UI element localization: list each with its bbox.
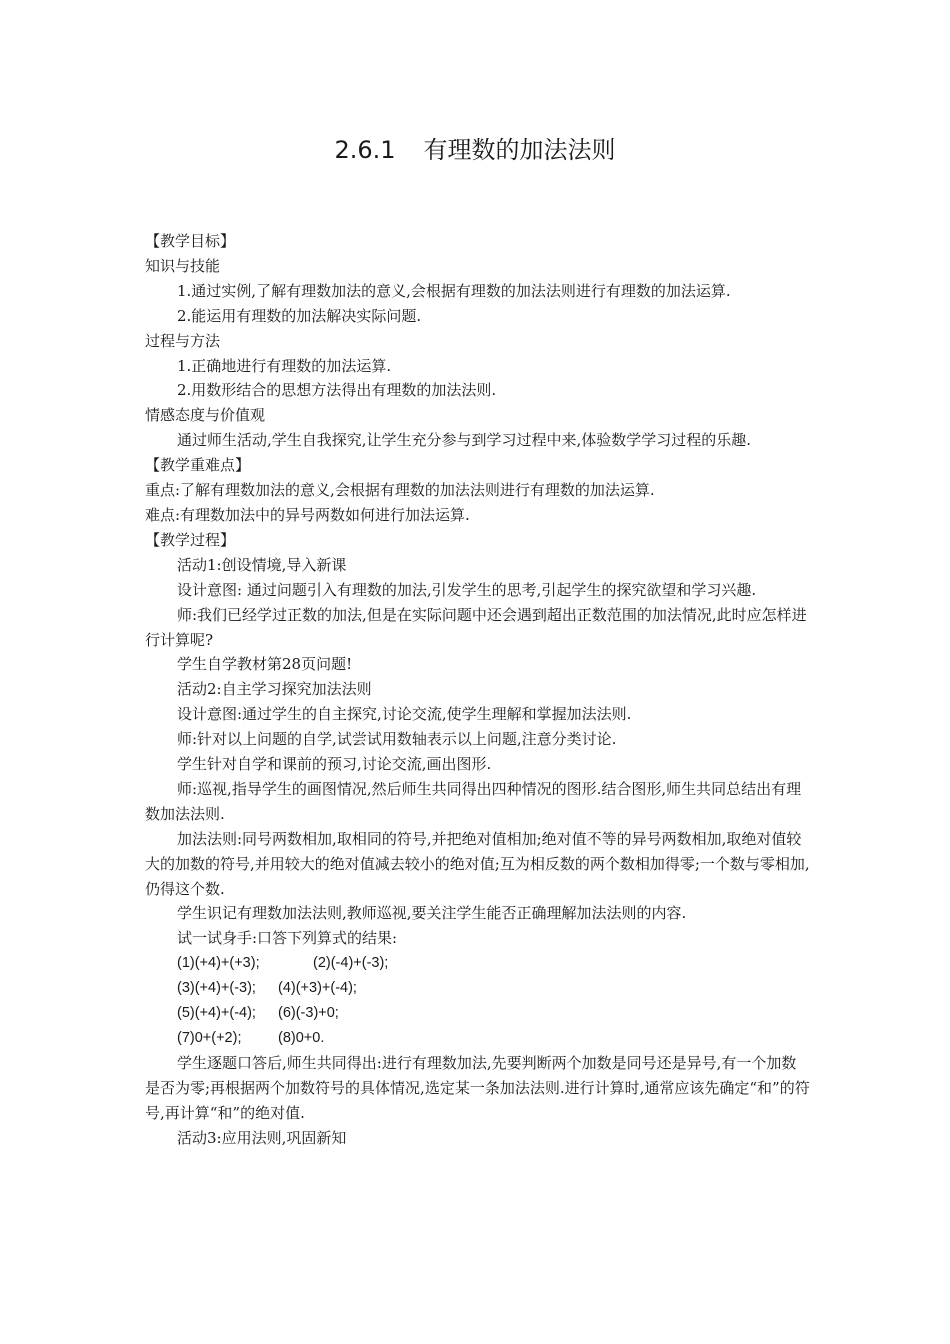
exercise-list [145,951,810,1051]
paragraph: 2.能运用有理数的加法解决实际问题. [177,306,422,325]
paragraph: 1.正确地进行有理数的加法运算. [177,356,392,375]
exercise-item: (1)(+4)+(+3); [177,955,260,972]
exercise-item: (4)(+3)+(-4); [278,980,357,997]
paragraph: 【教学过程】 [145,530,236,549]
paragraph: 1.通过实例,了解有理数加法的意义,会根据有理数的加法法则进行有理数的加法运算. [177,281,731,300]
paragraph: 活动2:自主学习探究加法法则 [177,680,372,699]
paragraph: 通过师生活动,学生自我探究,让学生充分参与到学习过程中来,体验数学学习过程的乐趣. [177,431,752,450]
document-title [0,130,950,165]
exercise-row [145,1026,810,1051]
exercise-row [145,1001,810,1026]
document-body [145,229,810,1151]
closing-paragraphs [145,1051,810,1151]
exercise-item: (6)(-3)+0; [278,1005,339,1022]
paragraph: 情感态度与价值观 [145,406,266,425]
paragraph: 学生逐题口答后,师生共同得出:进行有理数加法,先要判断两个加数是同号还是异号,有一个加数是否为零;再根据两个加数符号的具体情况,选定某一条加法法则.进行计算时,通常应该先确定“和”的符号,再计算“和”的绝对值. [145,1053,810,1122]
exercise-item: (5)(+4)+(-4); [177,1005,256,1022]
title-number: 2.6.1 [334,136,396,164]
paragraph: 活动3:应用法则,巩固新知 [177,1128,347,1147]
paragraph: 【教学目标】 [145,232,236,250]
paragraph: 学生识记有理数加法法则,教师巡视,要关注学生能否正确理解加法法则的内容. [177,904,687,923]
paragraph: 学生针对自学和课前的预习,讨论交流,画出图形. [177,755,492,774]
paragraph: 设计意图: 通过问题引入有理数的加法,引发学生的思考,引起学生的探究欲望和学习兴趣. [177,580,757,599]
exercise-item: (8)0+0. [278,1030,325,1046]
paragraph: 试一试身手:口答下列算式的结果: [177,929,398,948]
paragraph: 学生自学教材第28页问题! [177,655,353,674]
exercise-item: (3)(+4)+(-3); [177,980,256,997]
paragraph: 重点:了解有理数加法的意义,会根据有理数的加法法则进行有理数的加法运算. [145,481,655,500]
exercise-item: (2)(-4)+(-3); [313,955,389,972]
paragraph: 难点:有理数加法中的异号两数如何进行加法运算. [145,505,470,524]
paragraph-list [145,229,810,951]
paragraph: 2.用数形结合的思想方法得出有理数的加法法则. [177,381,497,400]
paragraph: 设计意图:通过学生的自主探究,讨论交流,使学生理解和掌握加法法则. [177,705,632,724]
paragraph: 师:巡视,指导学生的画图情况,然后师生共同得出四种情况的图形.结合图形,师生共同总结出有理数加法法则. [145,779,802,823]
paragraph: 知识与技能 [145,256,221,275]
exercise-row [145,976,810,1001]
paragraph: 【教学重难点】 [145,456,251,475]
exercise-item: (7)0+(+2); [177,1030,242,1046]
title-text: 有理数的加法法则 [423,136,616,164]
exercise-row [145,951,810,976]
paragraph: 师:针对以上问题的自学,试尝试用数轴表示以上问题,注意分类讨论. [177,730,617,749]
paragraph: 师:我们已经学过正数的加法,但是在实际问题中还会遇到超出正数范围的加法情况,此时应怎样进行计算呢? [145,605,807,649]
paragraph: 加法法则:同号两数相加,取相同的符号,并把绝对值相加;绝对值不等的异号两数相加,取绝对值较大的加数的符号,并用较大的绝对值减去较小的绝对值;互为相反数的两个数相加得零;一个数与零相加,仍得这个数. [145,829,810,898]
paragraph: 过程与方法 [145,331,221,350]
paragraph: 活动1:创设情境,导入新课 [177,555,347,574]
